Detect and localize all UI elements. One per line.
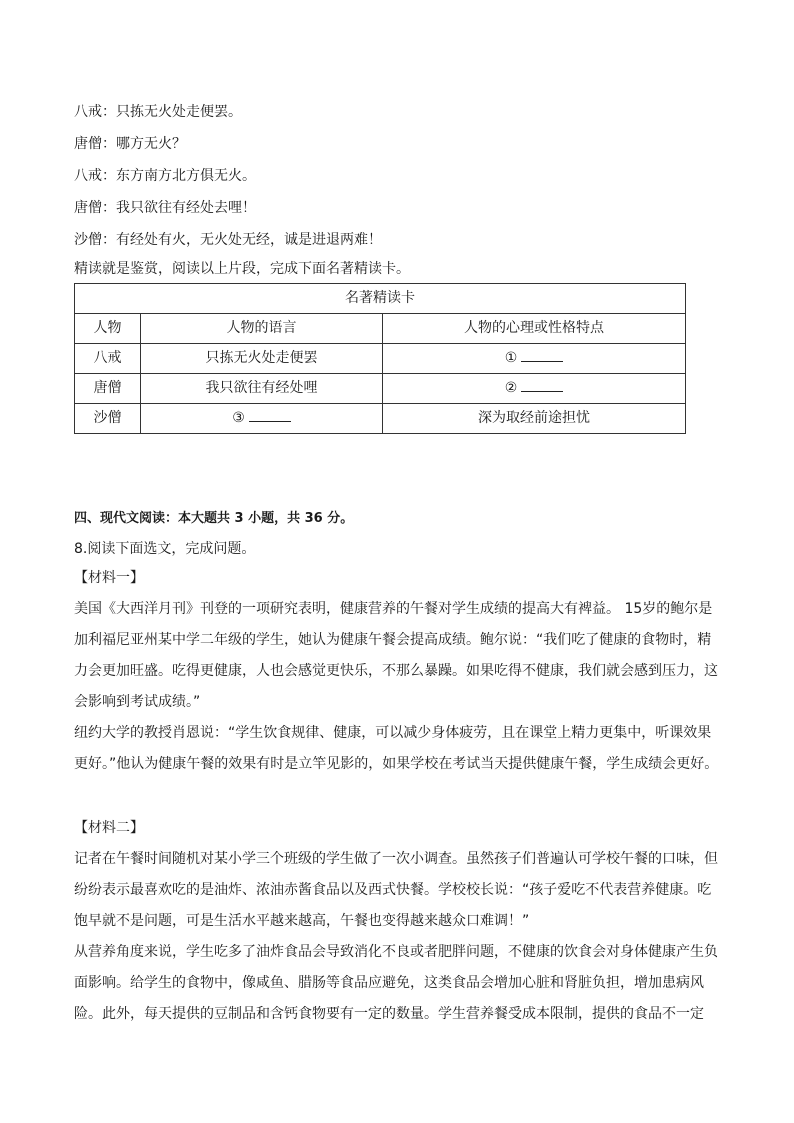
material1-paragraph-2: 纽约大学的教授肖恩说：“学生饮食规律、健康，可以减少身体疲劳，且在课堂上精力更集中，听课效果更好。”他认为健康午餐的效果有时是立竿见影的，如果学校在考试当天提供健康午餐，学生成绩会更好。 [74,725,719,772]
row-speech: 只拣无火处走便罢 [141,344,383,374]
row-person: 八戒 [75,344,141,374]
answer-blank [521,379,563,392]
row-person: 唐僧 [75,374,141,404]
answer-blank [521,349,563,362]
section-heading [74,510,724,528]
reading-card-table [74,283,686,434]
header-speech: 人物的语言 [141,314,383,344]
row-trait-blank [383,344,686,374]
question-prompt: 8.阅读下面选文，完成问题。 [74,541,256,557]
dialogue-line-3: 八戒：东方南方北方俱无火。 [74,168,256,184]
material2-label: 【材料二】 [74,820,144,836]
table-row [75,374,686,404]
blank-marker: ① [504,350,518,366]
row-person: 沙僧 [75,404,141,434]
table-row [75,404,686,434]
header-person: 人物 [75,314,141,344]
dialogue-line-4: 唐僧：我只欲往有经处去哩！ [74,200,256,216]
dialogue-line-1: 八戒：只拣无火处走便罢。 [74,104,242,120]
blank-marker: ② [504,380,518,396]
section-heading-prefix: 四、现代文阅读： [74,511,179,526]
header-trait: 人物的心理或性格特点 [383,314,686,344]
dialogue-line-2: 唐僧：哪方无火？ [74,136,186,152]
row-speech: 我只欲往有经处哩 [141,374,383,404]
section-heading-detail: 本大题共 3 小题，共 36 分。 [178,511,354,526]
card-title: 名著精读卡 [75,284,686,314]
row-trait-blank [383,374,686,404]
blank-marker: ③ [232,410,245,426]
row-speech-blank [141,404,383,434]
row-trait: 深为取经前途担忧 [383,404,686,434]
material1-paragraph-1: 美国《大西洋月刊》刊登的一项研究表明，健康营养的午餐对学生成绩的提高大有裨益。 15岁的鲍尔是加利福尼亚州某中学二年级的学生，她认为健康午餐会提高成绩。鲍尔说：“我们吃了健康的食物时，精力会更加旺盛。吃得更健康，人也会感觉更快乐，不那么暴躁。如果吃得不健康，我们就会感到压力，这会影响到考试成绩。” [74,601,718,710]
dialogue-line-5: 沙僧：有经处有火，无火处无经，诚是进退两难！ [74,232,382,248]
material2-paragraph-2: 从营养角度来说，学生吃多了油炸食品会导致消化不良或者肥胖问题，不健康的饮食会对身体健康产生负面影响。给学生的食物中，像咸鱼、腊肠等食品应避免，这类食品会增加心脏和肾脏负担，增加患病风险。此外，每天提供的豆制品和含钙食物要有一定的数量。学生营养餐受成本限制，提供的食品不一定 [74,944,718,1022]
material1-label: 【材料一】 [74,570,144,586]
answer-blank [249,409,291,422]
instruction-text: 精读就是鉴赏，阅读以上片段，完成下面名著精读卡。 [74,261,410,277]
material2-paragraph-1: 记者在午餐时间随机对某小学三个班级的学生做了一次小调查。虽然孩子们普遍认可学校午餐的口味，但纷纷表示最喜欢吃的是油炸、浓油赤酱食品以及西式快餐。学校校长说：“孩子爱吃不代表营养健康。吃饱早就不是问题，可是生活水平越来越高，午餐也变得越来越众口难调！” [74,851,718,929]
table-row [75,344,686,374]
